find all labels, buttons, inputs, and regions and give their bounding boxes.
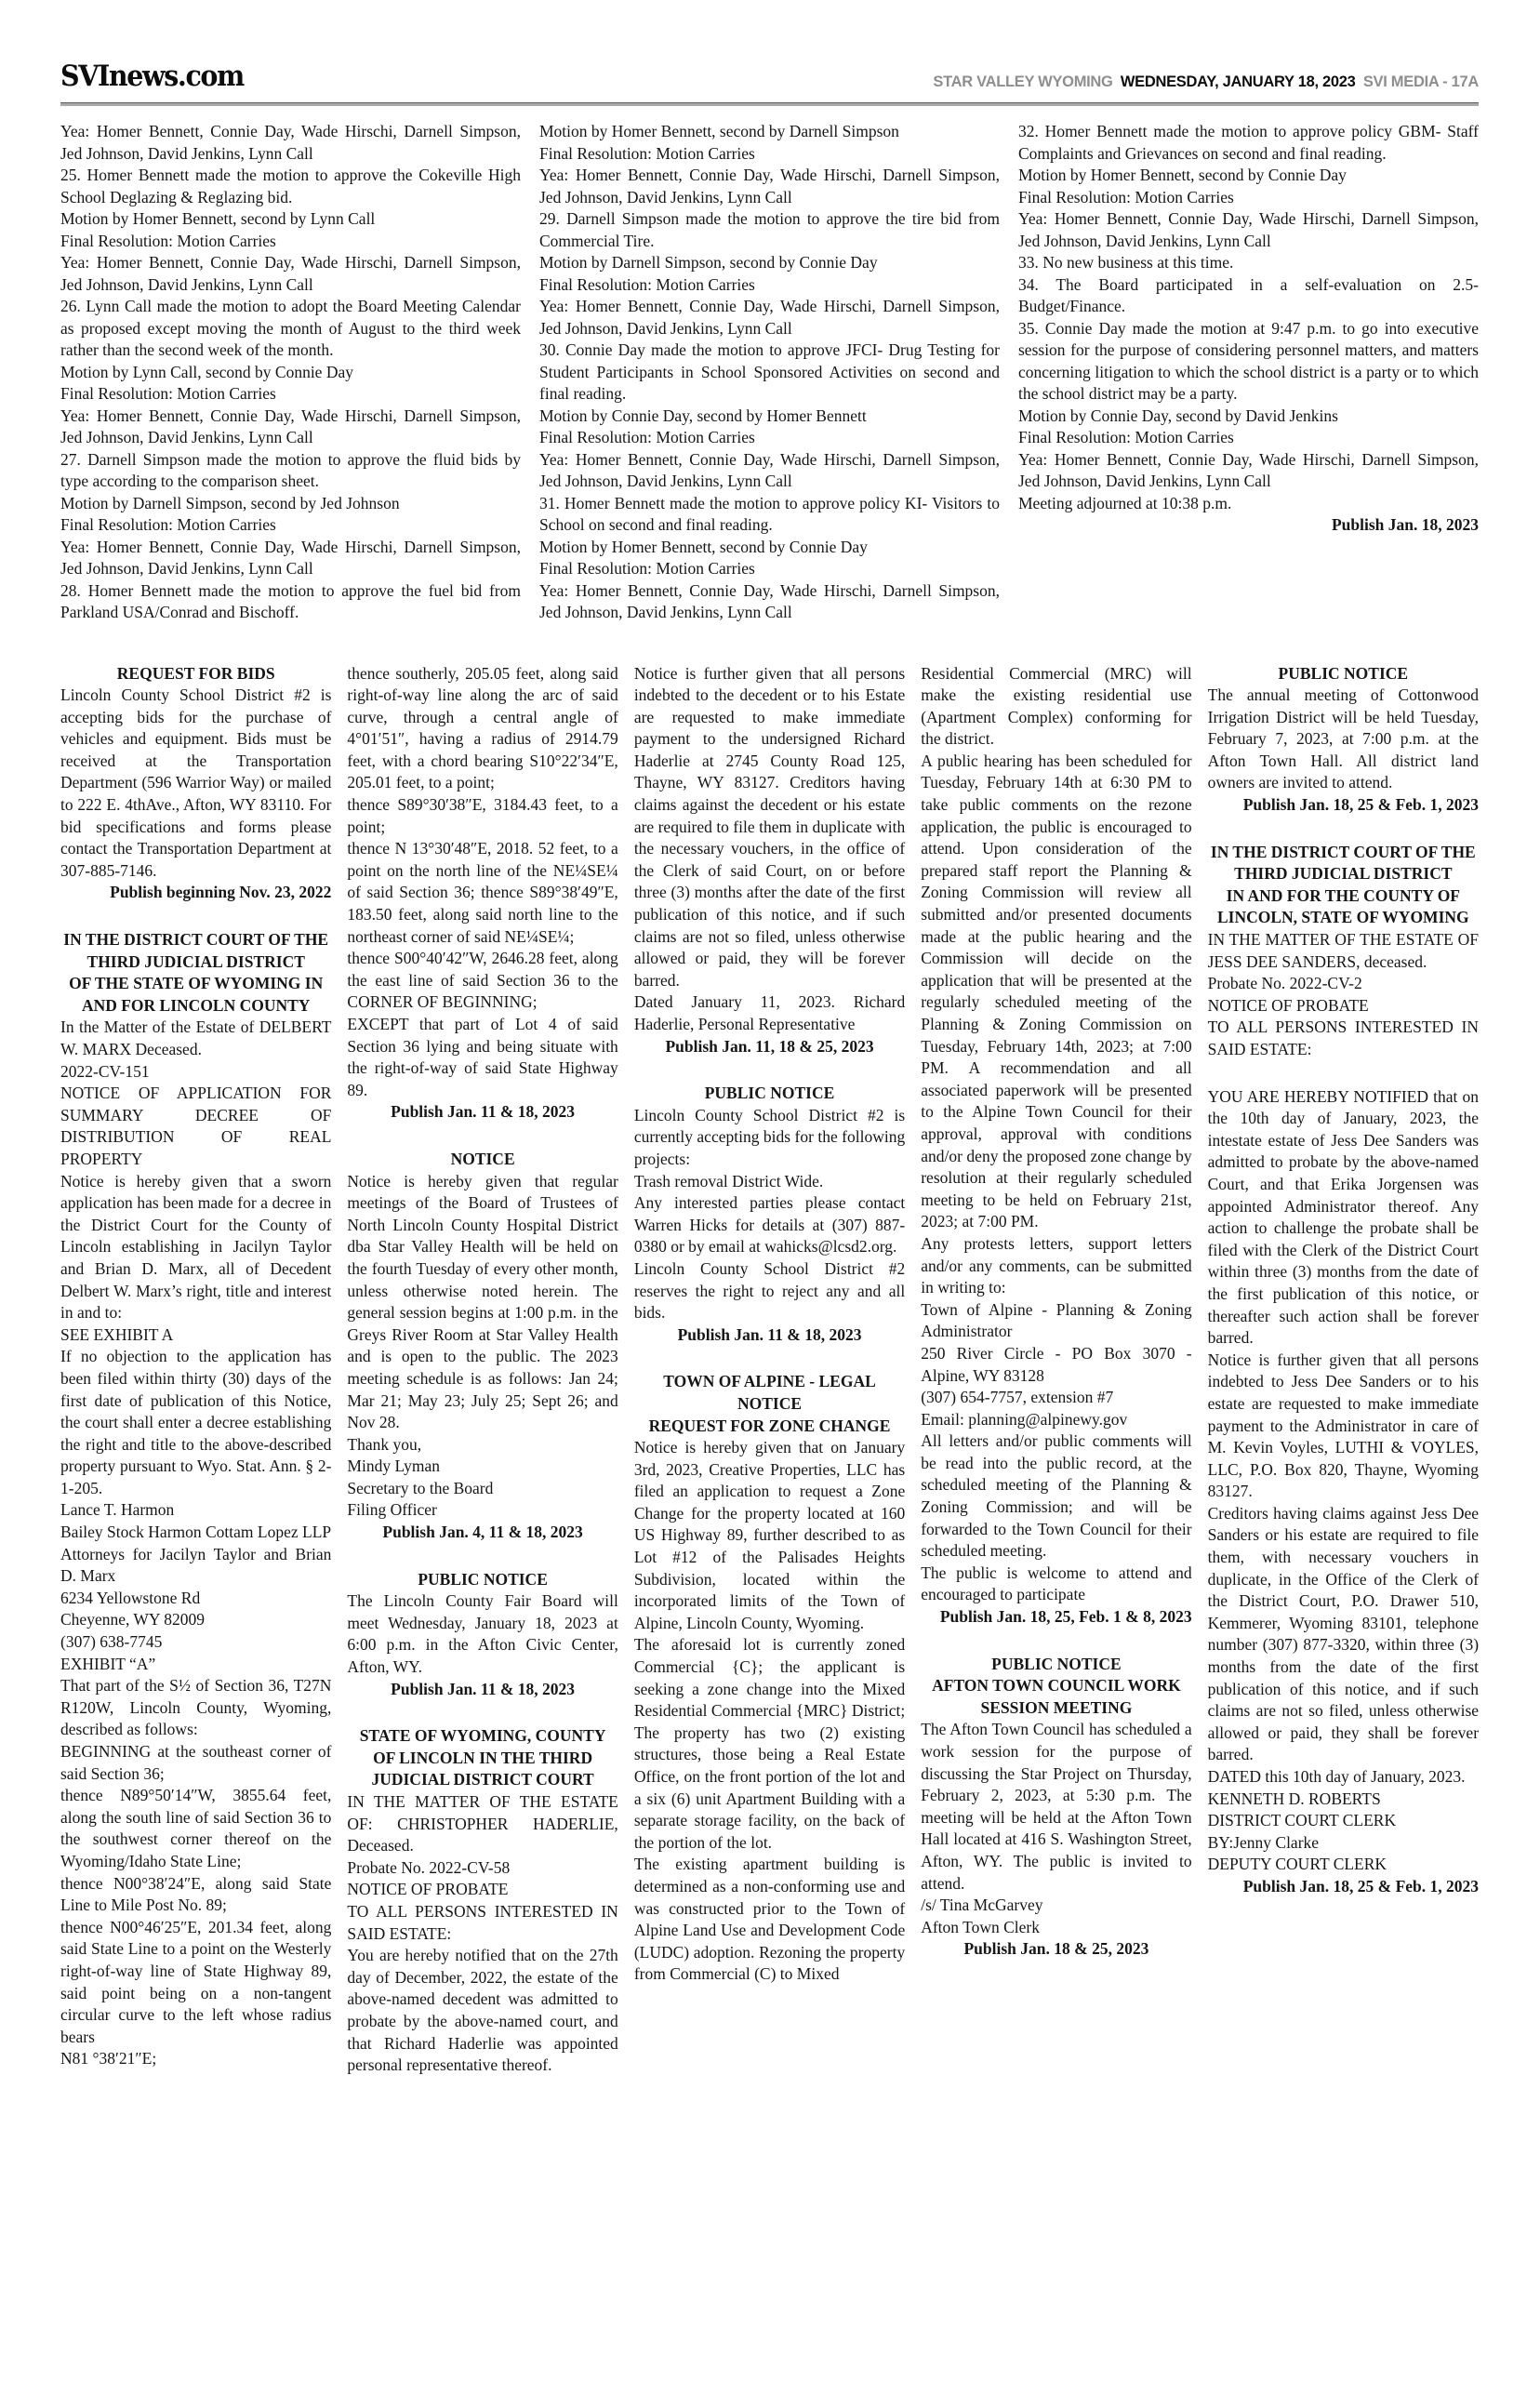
spacer <box>347 1700 617 1725</box>
legal-paragraph: Final Resolution: Motion Carries <box>539 274 755 294</box>
legal-paragraph: Yea: Homer Bennett, Connie Day, Wade Hirschi, Darnell Simpson, Jed Johnson, David Jenkins, Lynn Call <box>1018 449 1479 490</box>
legal-paragraph: Yea: Homer Bennett, Connie Day, Wade Hirschi, Darnell Simpson, Jed Johnson, David Jenkins, Lynn Call <box>539 449 1000 490</box>
legal-paragraph: Yea: Homer Bennett, Connie Day, Wade Hirschi, Darnell Simpson, Jed Johnson, David Jenkins, Lynn Call <box>1018 209 1479 250</box>
legal-paragraph: The public is welcome to attend and encouraged to participate <box>921 1563 1192 1604</box>
legal-paragraph: The annual meeting of Cottonwood Irrigation District will be held Tuesday, February 7, 2023, at 7:00 p.m. at the Afton Town Hall. All district land owners are invited to attend. <box>1207 685 1480 792</box>
legal-paragraph: KENNETH D. ROBERTS <box>1207 1789 1381 1808</box>
publish-line: Publish Jan. 11, 18 & 25, 2023 <box>665 1036 874 1056</box>
legal-paragraph: thence S00°40′42″W, 2646.28 feet, along the east line of said Section 36 to the CORNER OF BEGINNING; <box>347 949 618 1012</box>
notice-heading: OF THE STATE OF WYOMING IN AND FOR LINCOLN COUNTY <box>69 974 324 1015</box>
legal-paragraph: TO ALL PERSONS INTERESTED IN SAID ESTATE: <box>1207 1018 1480 1058</box>
legal-paragraph: Notice is hereby given that regular meetings of the Board of Trustees of North Lincoln County Hospital District dba Star Valley Health will be held on the fourth Tuesday of every other month, unless otherwise noted herein. The general session begins at 1:00 p.m. in the Greys River Room at Star Valley Health and is open to the public. The 2023 meeting schedule is as follows: Jan 24; Mar 21; May 23; July 25; Sept 26; and Nov 28. <box>347 1171 618 1432</box>
header-date: WEDNESDAY, JANUARY 18, 2023 <box>1120 73 1356 90</box>
legal-paragraph: 34. The Board participated in a self-evaluation on 2.5- Budget/Finance. <box>1018 274 1479 315</box>
legal-paragraph: Lance T. Harmon <box>60 1500 175 1520</box>
legal-column <box>1208 663 1479 2077</box>
page-header <box>60 48 1479 93</box>
legal-paragraph: EXCEPT that part of Lot 4 of said Section 36 lying and being situate with the right-of-way of said State Highway 89. <box>347 1015 618 1099</box>
minutes-column <box>1018 121 1479 624</box>
legal-paragraph: Town of Alpine - Planning & Zoning Administrator <box>921 1299 1192 1341</box>
spacer <box>1208 817 1479 842</box>
legal-column <box>60 663 331 2077</box>
publish-line: Publish Jan. 18, 2023 <box>1331 515 1479 534</box>
legal-paragraph: In the Matter of the Estate of DELBERT W. MARX Deceased. <box>60 1018 332 1058</box>
legal-paragraph: YOU ARE HEREBY NOTIFIED that on the 10th day of January, 2023, the intestate estate of Jess Dee Sanders was admitted to probate by the above-named Court, and that Erika Jorgensen was appointed Administrator thereof. Any action to challenge the probate shall be filed with the Clerk of the District Court within three (3) months from the date of the first publication of this notice, or thereafter such action shall be forever barred. <box>1207 1086 1480 1348</box>
legal-paragraph: thence N00°38′24″E, along said State Line to Mile Post No. 89; <box>60 1873 332 1915</box>
legal-paragraph: Notice is hereby given that on January 3rd, 2023, Creative Properties, LLC has filed an application to request a Zone Change for the property located at 160 US Highway 89, further described to as Lot #12 of the Palisades Heights Subdivision, located within the incorporated limits of the Town of Alpine, Lincoln County, Wyoming. <box>633 1438 906 1632</box>
legal-paragraph: Notice is further given that all persons indebted to the decedent or to his Estate are requested to make immediate payment to the undersigned Richard Haderlie at 2745 County Road 125, Thayne, WY 83127. Creditors having claims against the decedent or his estate are required to file them in duplicate with the necessary vouchers, in the office of the Clerk of said Court, on or before three (3) months after the date of the first publication of this notice, and if such claims are not so filed, unless otherwise allowed or paid, they will be forever barred. <box>633 663 906 990</box>
legal-paragraph: Motion by Darnell Simpson, second by Jed Johnson <box>60 493 400 512</box>
legal-paragraph: The Lincoln County Fair Board will meet Wednesday, January 18, 2023 at 6:00 p.m. in the Afton Civic Center, Afton, WY. <box>347 1591 618 1677</box>
legal-column <box>921 663 1191 2077</box>
legal-paragraph: Motion by Connie Day, second by David Jenkins <box>1018 406 1338 425</box>
legal-paragraph: Yea: Homer Bennett, Connie Day, Wade Hirschi, Darnell Simpson, Jed Johnson, David Jenkins, Lynn Call <box>539 580 1000 621</box>
legal-paragraph: All letters and/or public comments will be read into the public record, at the scheduled meeting of the Planning & Zoning Commission; and will be forwarded to the Town Council for their scheduled meeting. <box>921 1431 1192 1561</box>
spacer <box>921 1629 1191 1654</box>
minutes-column <box>539 121 1000 624</box>
legal-paragraph: Email: planning@alpinewy.gov <box>921 1409 1128 1429</box>
legal-paragraph: 35. Connie Day made the motion at 9:47 p.m. to go into executive session for the purpose of considering personnel matters, and matters concerning litigation to which the school district is a party or to which the school district may be a party. <box>1018 318 1479 403</box>
legal-paragraph: Motion by Homer Bennett, second by Connie Day <box>539 537 868 556</box>
legal-paragraph: Attorneys for Jacilyn Taylor and Brian D. Marx <box>60 1544 332 1586</box>
legal-paragraph: DATED this 10th day of January, 2023. <box>1207 1767 1466 1786</box>
publish-line: Publish Jan. 18 & 25, 2023 <box>963 1939 1149 1959</box>
legal-paragraph: thence N00°46′25″E, 201.34 feet, along said State Line to a point on the Westerly right-of-way line of State Highway 89, said point being on a non-tangent circular curve to the left whose radius bears <box>60 1917 332 2046</box>
minutes-column <box>60 121 521 624</box>
legal-column <box>347 663 617 2077</box>
publish-line: Publish Jan. 18, 25, Feb. 1 & 8, 2023 <box>939 1607 1192 1627</box>
legal-paragraph: thence N 13°30′48″E, 2018. 52 feet, to a point on the north line of the NE¼SE¼ of said Section 36; thence S89°38′49″E, 183.50 feet, along said north line to the northeast corner of said NE¼SE¼; <box>347 839 618 946</box>
legal-paragraph: DEPUTY COURT CLERK <box>1207 1855 1387 1874</box>
publish-line: Publish Jan. 18, 25 & Feb. 1, 2023 <box>1242 795 1480 815</box>
masthead-logo: SVInews.com <box>60 60 244 93</box>
spacer <box>347 1544 617 1569</box>
legal-paragraph: Final Resolution: Motion Carries <box>539 428 755 446</box>
legal-paragraph: Final Resolution: Motion Carries <box>60 384 276 403</box>
legal-paragraph: Motion by Homer Bennett, second by Darnell Simpson <box>539 122 899 140</box>
legal-paragraph: thence N89°50′14″W, 3855.64 feet, along the south line of said Section 36 to the southwest corner thereof on the Wyoming/Idaho State Line; <box>60 1786 332 1870</box>
legal-paragraph: Filing Officer <box>347 1500 437 1520</box>
legal-paragraph: SEE EXHIBIT A <box>60 1324 174 1344</box>
legal-paragraph: (307) 654-7757, extension #7 <box>921 1388 1114 1407</box>
legal-paragraph: Motion by Connie Day, second by Homer Bennett <box>539 406 867 425</box>
notice-heading: REQUEST FOR BIDS <box>116 663 275 683</box>
legal-paragraph: BY:Jenny Clarke <box>1207 1832 1320 1852</box>
notice-heading: PUBLIC NOTICE <box>991 1654 1122 1673</box>
legal-paragraph: Final Resolution: Motion Carries <box>60 515 276 534</box>
notice-heading: REQUEST FOR ZONE CHANGE <box>648 1416 891 1435</box>
legal-paragraph: The aforesaid lot is currently zoned Commercial {C}; the applicant is seeking a zone change into the Mixed Residential Commercial {MRC} District; The property has two (2) existing structures, those being a Real Estate Office, on the front portion of the lot and a six (6) unit Apartment Building with a separate storage facility, on the back of the portion of the lot. <box>633 1635 906 1852</box>
legal-paragraph: Secretary to the Board <box>347 1478 494 1497</box>
legal-paragraph: Yea: Homer Bennett, Connie Day, Wade Hirschi, Darnell Simpson, Jed Johnson, David Jenkins, Lynn Call <box>539 297 1000 338</box>
legal-paragraph: The existing apartment building is determined as a non-conforming use and was constructed prior to the Town of Alpine Land Use and Development Code (LUDC) adoption. Rezoning the property from Commercial (C) to Mixed <box>633 1855 906 1984</box>
notice-heading: PUBLIC NOTICE <box>704 1084 835 1103</box>
legal-paragraph: Final Resolution: Motion Carries <box>60 231 276 250</box>
legal-paragraph: Afton Town Clerk <box>921 1917 1040 1936</box>
legal-paragraph: The Afton Town Council has scheduled a work session for the purpose of discussing the Star Project on Thursday, February 2, 2023, at 5:30 p.m. The meeting will be held at the Afton Town Hall located at 416 S. Washington Street, Afton, WY. The public is invited to attend. <box>921 1720 1192 1893</box>
legal-paragraph: Final Resolution: Motion Carries <box>539 143 755 163</box>
legal-paragraph: IN THE MATTER OF THE ESTATE OF JESS DEE SANDERS, deceased. <box>1207 930 1480 971</box>
legal-paragraph: Lincoln County School District #2 is currently accepting bids for the following projects: <box>633 1105 906 1168</box>
legal-paragraph: Notice is hereby given that a sworn application has been made for a decree in the District Court for the County of Lincoln establishing in Jacilyn Taylor and Brian D. Marx, all of Decedent Delbert W. Marx’s right, title and interest in and to: <box>60 1171 332 1323</box>
legal-paragraph: That part of the S½ of Section 36, T27N R120W, Lincoln County, Wyoming, described as follows: <box>60 1676 332 1739</box>
legal-paragraph: (307) 638-7745 <box>60 1632 163 1652</box>
legal-paragraph: 28. Homer Bennett made the motion to approve the fuel bid from Parkland USA/Conrad and Bischoff. <box>60 580 521 621</box>
legal-paragraph: NOTICE OF PROBATE <box>1207 995 1369 1015</box>
spacer <box>347 1124 617 1149</box>
legal-paragraph: TO ALL PERSONS INTERESTED IN SAID ESTATE: <box>347 1901 618 1943</box>
legal-paragraph: Residential Commercial (MRC) will make the existing residential use (Apartment Complex) conforming for the district. <box>921 663 1192 749</box>
legal-paragraph: 29. Darnell Simpson made the motion to approve the tire bid from Commercial Tire. <box>539 209 1000 250</box>
legal-paragraph: If no objection to the application has been filed within thirty (30) days of the first date of publication of this Notice, the court shall enter a decree establishing the right and title to the above-described property pursuant to Wyo. Stat. Ann. § 2-1-205. <box>60 1347 332 1497</box>
notice-heading: AFTON TOWN COUNCIL WORK SESSION MEETING <box>932 1676 1181 1717</box>
legal-paragraph: 30. Connie Day made the motion to approve JFCI- Drug Testing for Student Participants in School Sponsored Activities on second and final reading. <box>539 340 1000 403</box>
legal-paragraph: N81 °38′21″E; <box>60 2049 157 2068</box>
legal-paragraph: thence southerly, 205.05 feet, along said right-of-way line along the arc of said curve, through a central angle of 4°01′51″, having a radius of 2914.79 feet, with a chord bearing S10°22′34″E, 205.01 feet, to a point; <box>347 663 618 792</box>
notice-heading: TOWN OF ALPINE - LEGAL NOTICE <box>663 1372 876 1413</box>
legal-column <box>634 663 905 2077</box>
legal-paragraph: IN THE MATTER OF THE ESTATE OF: CHRISTOPHER HADERLIE, Deceased. <box>347 1792 618 1856</box>
legal-paragraph: Probate No. 2022-CV-2 <box>1207 974 1362 993</box>
legal-paragraph: 31. Homer Bennett made the motion to approve policy KI- Visitors to School on second and final reading. <box>539 493 1000 534</box>
legal-paragraph: Motion by Lynn Call, second by Connie Day <box>60 362 353 381</box>
legal-notices-section <box>60 663 1479 2077</box>
legal-paragraph: Trash removal District Wide. <box>633 1171 824 1190</box>
publish-line: Publish Jan. 11 & 18, 2023 <box>677 1324 862 1344</box>
notice-heading: PUBLIC NOTICE <box>418 1569 548 1589</box>
legal-paragraph: Any interested parties please contact Warren Hicks for details at (307) 887-0380 or by email at wahicks@lcsd2.org. <box>633 1193 906 1257</box>
notice-heading: IN THE DISTRICT COURT OF THE THIRD JUDICIAL DISTRICT <box>1210 842 1476 884</box>
legal-paragraph: Cheyenne, WY 82009 <box>60 1610 206 1629</box>
legal-paragraph: 33. No new business at this time. <box>1018 253 1234 272</box>
notice-heading: IN THE DISTRICT COURT OF THE THIRD JUDICIAL DISTRICT <box>63 930 329 971</box>
legal-paragraph: Motion by Homer Bennett, second by Connie Day <box>1018 166 1347 184</box>
legal-paragraph: NOTICE OF PROBATE <box>347 1880 509 1899</box>
legal-paragraph: Any protests letters, support letters and/or any comments, can be submitted in writing to: <box>921 1233 1192 1297</box>
publish-line: Publish Jan. 11 & 18, 2023 <box>391 1102 576 1122</box>
publish-line: Publish beginning Nov. 23, 2022 <box>110 883 332 902</box>
legal-paragraph: 6234 Yellowstone Rd <box>60 1588 201 1607</box>
legal-paragraph: Thank you, <box>347 1434 422 1454</box>
spacer <box>60 904 331 929</box>
board-minutes-section <box>60 121 1479 624</box>
legal-paragraph: Mindy Lyman <box>347 1457 441 1476</box>
legal-paragraph: Lincoln County School District #2 is accepting bids for the purchase of vehicles and equipment. Bids must be received at the Transportation Department (596 Warrior Way) or mailed to 222 E. 4thAve., Afton, WY 83110. For bid specifications and forms please contact the Transportation Department at 307-885-7146. <box>60 685 332 880</box>
legal-paragraph: Notice is further given that all persons indebted to Jess Dee Sanders or to his estate are requested to make immediate payment to the Administrator in care of M. Kevin Voyles, LUTHI & VOYLES, LLC, P.O. Box 820, Thayne, Wyoming 83127. <box>1207 1350 1480 1501</box>
legal-paragraph: 250 River Circle - PO Box 3070 - Alpine, WY 83128 <box>921 1343 1192 1385</box>
notice-heading: NOTICE <box>450 1149 515 1168</box>
notice-heading: PUBLIC NOTICE <box>1278 663 1409 683</box>
header-edition: SVI MEDIA - 17A <box>1362 73 1479 90</box>
legal-paragraph: 25. Homer Bennett made the motion to approve the Cokeville High School Deglazing & Reglazing bid. <box>60 166 521 206</box>
legal-paragraph: Yea: Homer Bennett, Connie Day, Wade Hirschi, Darnell Simpson, Jed Johnson, David Jenkins, Lynn Call <box>60 122 521 163</box>
legal-paragraph: Dated January 11, 2023. Richard Haderlie, Personal Representative <box>633 992 906 1033</box>
legal-paragraph: BEGINNING at the southeast corner of said Section 36; <box>60 1742 332 1783</box>
legal-paragraph: A public hearing has been scheduled for Tuesday, February 14th at 6:30 PM to take public comments on the rezone application, the public is encouraged to attend. Upon consideration of the prepared staff report the Planning & Zoning Commission will review all submitted and/or presented documents made at the public hearing and the Commission will decide on the application that will be presented at the regularly scheduled meeting of the Planning & Zoning Commission on Tuesday, February 14th, 2023; at 7:00 PM. A recommendation and all associated paperwork will be presented to the Alpine Town Council for their approval, approval with conditions and/or deny the proposed zone change by resolution at their regularly scheduled meeting to be held on February 21st, 2023; at 7:00 PM. <box>921 751 1192 1231</box>
legal-paragraph: Yea: Homer Bennett, Connie Day, Wade Hirschi, Darnell Simpson, Jed Johnson, David Jenkins, Lynn Call <box>539 166 1000 206</box>
legal-paragraph: thence S89°30′38″E, 3184.43 feet, to a point; <box>347 795 618 836</box>
legal-paragraph: 26. Lynn Call made the motion to adopt the Board Meeting Calendar as proposed except moving the month of August to the third week rather than the second week of the month. <box>60 297 521 359</box>
legal-paragraph: 32. Homer Bennett made the motion to approve policy GBM- Staff Complaints and Grievances on second and final reading. <box>1018 122 1479 163</box>
legal-paragraph: 2022-CV-151 <box>60 1061 150 1081</box>
publish-line: Publish Jan. 4, 11 & 18, 2023 <box>382 1523 583 1542</box>
legal-paragraph: DISTRICT COURT CLERK <box>1207 1811 1397 1830</box>
notice-heading: IN AND FOR THE COUNTY OF LINCOLN, STATE OF WYOMING <box>1217 885 1469 927</box>
notice-heading: STATE OF WYOMING, COUNTY OF LINCOLN IN THE THIRD JUDICIAL DISTRICT COURT <box>359 1726 606 1789</box>
legal-paragraph: Bailey Stock Harmon Cottam Lopez LLP <box>60 1523 332 1542</box>
header-dateline <box>929 73 1479 93</box>
legal-paragraph: /s/ Tina McGarvey <box>921 1895 1043 1915</box>
legal-paragraph: Probate No. 2022-CV-58 <box>347 1857 511 1877</box>
publish-line: Publish Jan. 11 & 18, 2023 <box>391 1679 576 1698</box>
legal-paragraph: Motion by Homer Bennett, second by Lynn Call <box>60 209 376 228</box>
legal-paragraph: Lincoln County School District #2 reserves the right to reject any and all bids. <box>633 1258 906 1323</box>
legal-paragraph: Final Resolution: Motion Carries <box>1018 187 1234 206</box>
legal-paragraph: Yea: Homer Bennett, Connie Day, Wade Hirschi, Darnell Simpson, Jed Johnson, David Jenkins, Lynn Call <box>60 406 521 446</box>
legal-paragraph: Meeting adjourned at 10:38 p.m. <box>1018 493 1232 512</box>
legal-paragraph: 27. Darnell Simpson made the motion to approve the fluid bids by type according to the comparison sheet. <box>60 449 521 490</box>
publish-line: Publish Jan. 18, 25 & Feb. 1, 2023 <box>1242 1876 1480 1895</box>
legal-paragraph: Final Resolution: Motion Carries <box>1018 428 1234 446</box>
legal-paragraph: Final Resolution: Motion Carries <box>539 559 755 578</box>
legal-paragraph: Creditors having claims against Jess Dee Sanders or his estate are required to file them, with necessary vouchers in duplicate, in the Office of the Clerk of the District Court, P.O. Drawer 510, Kemmerer, Wyoming 83101, telephone number (307) 877-3320, within three (3) months from the date of the first publication of this notice, and if such claims are not so filed, unless otherwise allowed or paid, they shall be forever barred. <box>1207 1503 1480 1764</box>
legal-paragraph: You are hereby notified that on the 27th day of December, 2022, the estate of the above-named decedent was admitted to probate by the above-named court, and that Richard Haderlie was appointed personal representative thereof. <box>347 1946 618 2075</box>
legal-paragraph: NOTICE OF APPLICATION FOR SUMMARY DECREE OF DISTRIBUTION OF REAL PROPERTY <box>60 1084 332 1168</box>
spacer <box>1208 1061 1479 1086</box>
legal-paragraph: Yea: Homer Bennett, Connie Day, Wade Hirschi, Darnell Simpson, Jed Johnson, David Jenkins, Lynn Call <box>60 253 521 294</box>
spacer <box>634 1057 905 1083</box>
legal-paragraph: Yea: Homer Bennett, Connie Day, Wade Hirschi, Darnell Simpson, Jed Johnson, David Jenkins, Lynn Call <box>60 537 521 578</box>
legal-paragraph: Motion by Darnell Simpson, second by Connie Day <box>539 253 878 272</box>
legal-paragraph: EXHIBIT “A” <box>60 1654 156 1673</box>
header-location: STAR VALLEY WYOMING <box>933 73 1113 90</box>
header-divider <box>60 102 1479 106</box>
spacer <box>634 1346 905 1371</box>
